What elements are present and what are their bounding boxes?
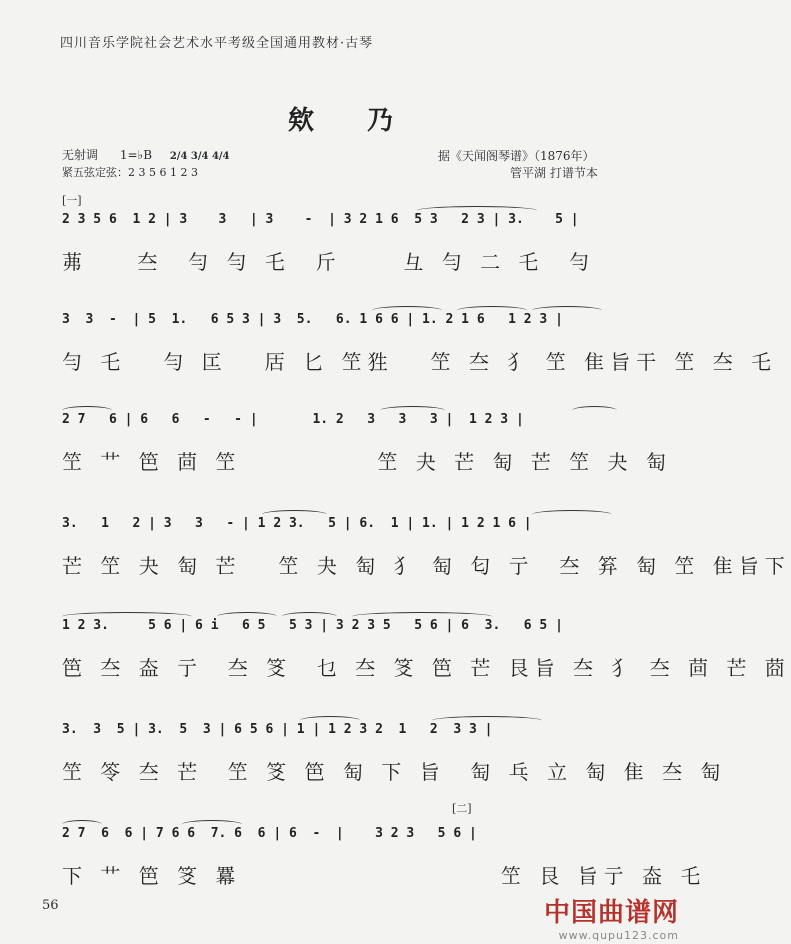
key-text: 1=♭B <box>119 148 153 162</box>
tablature-line: 笆 夳 盇 亍 夳 笅 乜 夳 笅 笆 芒 艮旨 夳 犭 夳 茴 芒 莔 <box>62 656 791 680</box>
notation-row-2 <box>62 312 778 402</box>
section-label-2: [二] <box>452 802 472 815</box>
mode-text: 无射调 <box>62 148 99 162</box>
jianpu-line: 3. 1 2 | 3 3 - | 1 2 3. 5 | 6. 1 | 1. | 1 2 1 6 | <box>62 516 532 531</box>
notation-row-4 <box>62 516 791 606</box>
source-text: 据《天闻阁琴谱》（1876年） <box>438 149 595 163</box>
piece-title: 欸 乃 <box>288 106 416 136</box>
notation-row-3 <box>62 412 672 502</box>
tuning-text: 紧五弦定弦：2 3 5 6 1 2 3 <box>62 166 198 179</box>
jianpu-line: 2 7 6 | 6 6 - - | 1. 2 3 3 3 | 1 2 3 | <box>62 412 524 427</box>
arranger-text: 管平湖 打谱节本 <box>510 166 598 180</box>
tablature-line: 勻 乇 勻 匞 㕆 匕 笁狌 笁 夳 犭 笁 隹旨干 笁 夳 乇 <box>62 350 778 374</box>
page-number: 56 <box>42 898 59 913</box>
watermark <box>544 892 679 942</box>
tablature-line: 下 艹 笆 笅 羃 笁 艮 旨亍 盇 乇 <box>62 864 707 888</box>
tablature-line: 芒 笁 夬 匋 芒 笁 夬 匋 犭 匋 匂 亍 夳 笲 匋 笁 隹旨下 <box>62 554 791 578</box>
watermark-url: www.qupu123.com <box>558 929 679 942</box>
jianpu-line: 2 7 6 6 | 7 6 6 7. 6 6 | 6 - | 3 2 3 5 6 | <box>62 826 477 841</box>
book-header: 四川音乐学院社会艺术水平考级全国通用教材·古琴 <box>60 36 374 51</box>
jianpu-line: 3 3 - | 5 1. 6 5 3 | 3 5. 6. 1 6 6 | 1. 2 1 6 1 2 3 | <box>62 312 563 327</box>
jianpu-line: 1 2 3. 5 6 | 6 i 6 5 5 3 | 3 2 3 5 5 6 | 6 3. 6 5 | <box>62 618 563 633</box>
notation-row-5 <box>62 618 791 708</box>
notation-row-6 <box>62 722 727 812</box>
tablature-line: 笁 艹 笆 茴 笁 笁 夬 芒 匋 芒 笁 夬 匋 <box>62 450 672 474</box>
meter-text: 2/4 3/4 4/4 <box>169 151 230 162</box>
watermark-brand: 中国曲谱网 <box>543 898 679 928</box>
jianpu-line: 2 3 5 6 1 2 | 3 3 | 3 - | 3 2 1 6 5 3 2 3 | 3. 5 | <box>62 212 579 227</box>
jianpu-line: 3. 3 5 | 3. 5 3 | 6 5 6 | 1 | 1 2 3 2 1 2 3 3 | <box>62 722 493 737</box>
tablature-line: 笁 笭 夳 芒 笁 笅 笆 匋 下 旨 匋 乓 立 匋 隹 夳 匋 <box>62 760 727 784</box>
tablature-line: 茀 夳 勻 勻 乇 斤 彑 勻 二 乇 勻 <box>62 250 596 274</box>
section-label-1: [一] <box>62 194 82 207</box>
notation-row-1 <box>62 212 622 302</box>
mode-line <box>62 146 230 163</box>
